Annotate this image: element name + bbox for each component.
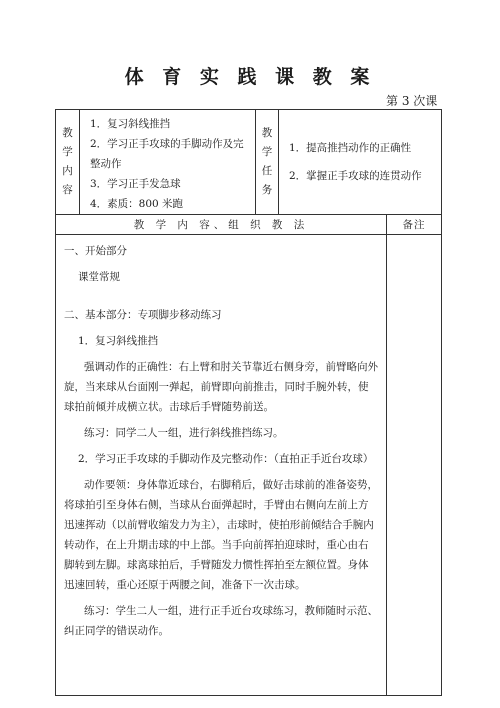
list-item: 2．学习正手攻球的手脚动作及完整动作 [90, 138, 244, 170]
part1-item: 课堂常规 [78, 271, 120, 283]
lesson-number: 第 3 次课 [386, 94, 438, 108]
item1-practice: 练习：同学二人一组，进行斜线推挡练习。 [84, 427, 284, 439]
task-label: 教 学 任 务 [256, 110, 279, 215]
section-header: 教 学 内 容、组 织 教 法 [56, 215, 387, 235]
content-list [80, 110, 256, 215]
list-item: 2．掌握正手攻球的连贯动作 [289, 170, 422, 182]
lesson-plan-table [55, 109, 442, 696]
item1-title: 1．复习斜线推挡 [78, 335, 159, 347]
item2-paragraph: 动作要领：身体靠近球台，右脚稍后，做好击球前的准备姿势，将球拍引至身体右侧，当球从台面弹起时，手臂由右侧向左前上方迅速挥动（以前臂收缩发力为主），击球时，使拍形前倾结合手腕内转动作，在上升期击球的中上部。当手向前挥拍迎球时，重心由右脚转到左脚。球离球拍后，手臂随发力惯性挥拍至左额位置。身体迅速回转，重心还原于两腰之间，准备下一次击球。 [64, 479, 378, 591]
item2-title: 2．学习正手攻球的手脚动作及完整动作：（直拍正手近台攻球） [78, 453, 374, 465]
lesson-body [56, 235, 387, 696]
list-item: 1．复习斜线推挡 [90, 118, 171, 130]
list-item: 1．提高推挡动作的正确性 [289, 142, 412, 154]
remarks-cell [387, 235, 442, 696]
part2-title: 二、基本部分：专项脚步移动练习 [64, 309, 222, 321]
list-item: 3．学习正手发急球 [90, 178, 181, 190]
list-item: 4．素质：800 米跑 [90, 198, 184, 210]
header-row [56, 215, 442, 235]
content-label: 教 学 内 容 [56, 110, 80, 215]
task-list [279, 110, 442, 215]
content-task-row [56, 110, 442, 215]
part1-title: 一、开始部分 [64, 245, 127, 257]
page-title: 体 育 实 践 课 教 案 [124, 66, 376, 88]
body-row [56, 235, 442, 696]
item2-practice: 练习：学生二人一组，进行正手近台攻球练习，教师随时示范、纠正同学的错误动作。 [64, 605, 378, 637]
remarks-header: 备注 [387, 215, 442, 235]
item1-paragraph: 强调动作的正确性：右上臂和肘关节靠近右侧身旁，前臂略向外旋，当来球从台面刚一弹起，前臂即向前推击，同时手腕外转，使球拍前倾并成横立状。击球后手臂随势前送。 [64, 361, 378, 413]
